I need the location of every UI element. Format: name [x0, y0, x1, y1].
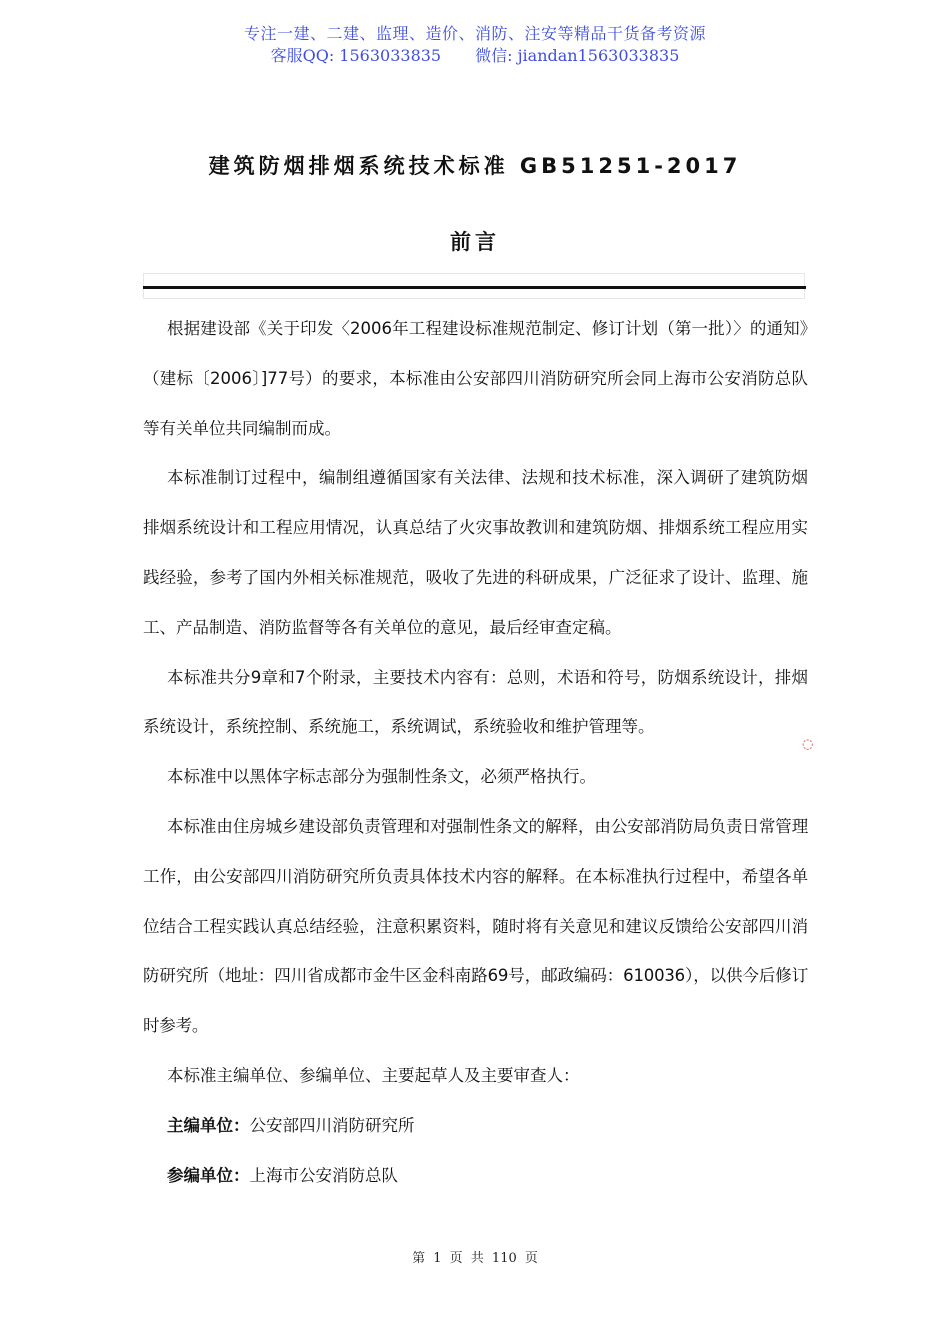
chief-unit-line: [143, 1101, 808, 1151]
paragraph: 本标准由住房城乡建设部负责管理和对强制性条文的解释，由公安部消防局负责日常管理工作，由公安部四川消防研究所负责具体技术内容的解释。在本标准执行过程中，希望各单位结合工程实践认真总结经验，注意积累资料，随时将有关意见和建议反馈给公安部四川消防研究所（地址：四川省成都市金牛区金科南路69号，邮政编码：610036），以供今后修订时参考。: [143, 816, 808, 1036]
margin-mark-icon: ◌: [802, 737, 814, 752]
watermark-wechat: 微信: jiandan1563033835: [475, 46, 680, 65]
watermark-line-2: [0, 46, 950, 66]
participating-unit-line: [143, 1151, 808, 1201]
watermark-line-1: 专注一建、二建、监理、造价、消防、注安等精品干货备考资源: [243, 24, 706, 43]
page-number: 第 1 页 共 110 页: [412, 1251, 538, 1266]
participating-unit-value: 上海市公安消防总队: [249, 1165, 398, 1185]
paragraph: 本标准中以黑体字标志部分为强制性条文，必须严格执行。: [167, 767, 596, 787]
paragraph: 本标准主编单位、参编单位、主要起草人及主要审查人：: [167, 1065, 580, 1085]
paragraph: 本标准制订过程中，编制组遵循国家有关法律、法规和技术标准，深入调研了建筑防烟排烟系统设计和工程应用情况，认真总结了火灾事故教训和建筑防烟、排烟系统工程应用实践经验，参考了国内外相关标准规范，吸收了先进的科研成果，广泛征求了设计、监理、施工、产品制造、消防监督等各有关单位的意见，最后经审查定稿。: [143, 468, 808, 637]
title-rule: [143, 286, 806, 289]
section-title: 前言: [450, 230, 500, 254]
chief-unit-label: 主编单位：: [167, 1115, 250, 1135]
participating-unit-label: 参编单位：: [167, 1165, 250, 1185]
watermark-qq: 客服QQ: 1563033835: [270, 46, 442, 65]
chief-unit-value: 公安部四川消防研究所: [249, 1115, 415, 1135]
document-title: 建筑防烟排烟系统技术标准 GB51251-2017: [208, 154, 742, 178]
paragraph: 本标准共分9章和7个附录，主要技术内容有：总则，术语和符号，防烟系统设计，排烟系统设计，系统控制、系统施工，系统调试，系统验收和维护管理等。: [143, 667, 808, 737]
document-body: [143, 304, 808, 1200]
paragraph: 根据建设部《关于印发〈2006年工程建设标准规范制定、修订计划（第一批）〉的通知》（建标〔2006〕]77号）的要求，本标准由公安部四川消防研究所会同上海市公安消防总队等有关单位共同编制而成。: [143, 319, 808, 438]
